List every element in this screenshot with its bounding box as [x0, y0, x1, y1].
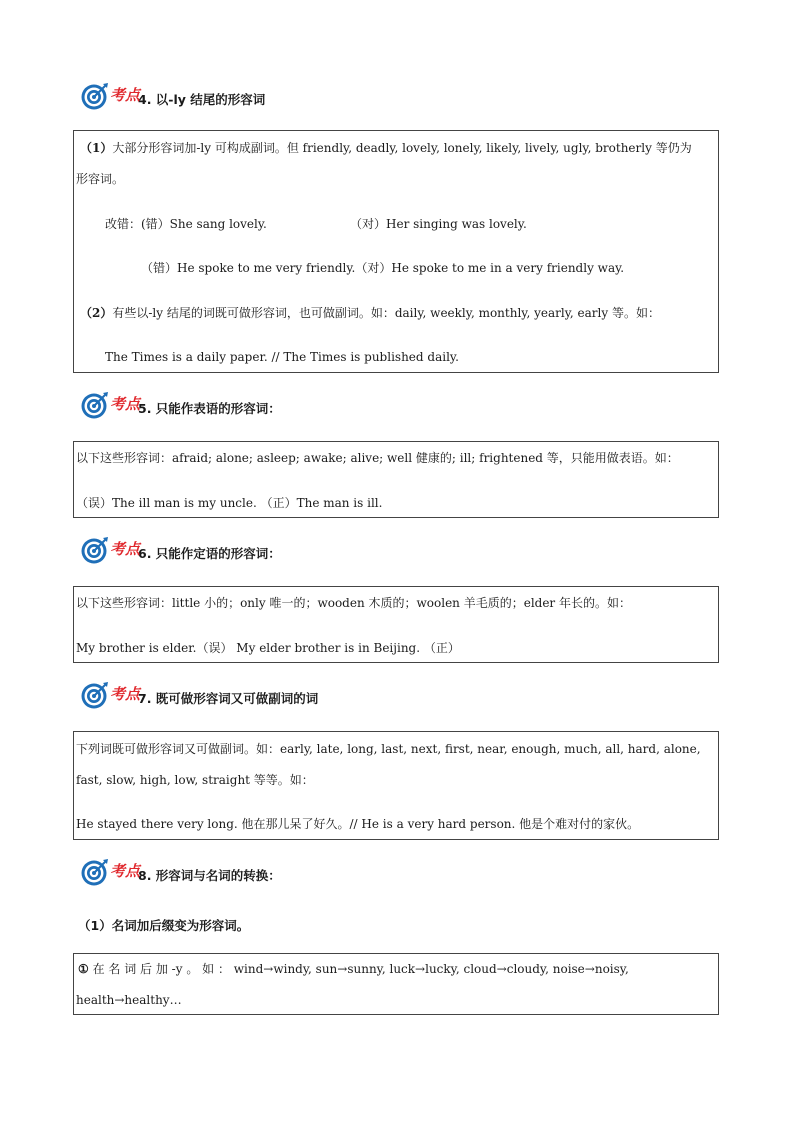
section-4-box: [73, 130, 719, 373]
section-title: 8. 形容词与名词的转换：: [138, 868, 281, 883]
kaodian-badge: [80, 536, 142, 566]
example-wrong: 改错：(错）She sang lovely.: [105, 217, 267, 231]
section-title: 4. 以-ly 结尾的形容词: [138, 92, 266, 107]
line-2: health→healthy…: [76, 993, 182, 1007]
badge-label: 考点: [110, 862, 141, 880]
line-1: 下列词既可做形容词又可做副词。如：early, late, long, last, next, first, near, enough, much, all, hard, alone,: [76, 742, 701, 756]
line-2: （误）The ill man is my uncle. （正）The man is ill.: [76, 496, 383, 510]
line-2: fast, slow, high, low, straight 等等。如：: [76, 773, 314, 787]
badge-label: 考点: [110, 86, 141, 104]
line-1: ① 在 名 词 后 加 -y 。 如 ： wind→windy, sun→sunny, luck→lucky, cloud→cloudy, noise→noisy,: [78, 962, 629, 976]
badge-label: 考点: [110, 685, 141, 703]
target-icon: [80, 391, 110, 421]
kaodian-badge: [80, 681, 142, 711]
target-icon: [80, 858, 110, 888]
example-2: （错）He spoke to me very friendly.（对）He spoke to me in a very friendly way.: [141, 261, 625, 275]
example-right: （对）Her singing was lovely.: [350, 217, 527, 231]
kaodian-badge: [80, 391, 142, 421]
line-2: My brother is elder.（误） My elder brother is in Beijing. （正）: [76, 641, 460, 655]
paragraph-1-line-2: 形容词。: [76, 172, 125, 186]
kaodian-badge: [80, 858, 142, 888]
section-5-box: [73, 441, 719, 518]
section-6-box: [73, 586, 719, 663]
paragraph-1-line-1: （1）大部分形容词加-ly 可构成副词。但 friendly, deadly, lovely, lonely, likely, lively, ugly, brotherly 等仍为: [80, 141, 692, 155]
line-3: He stayed there very long. 他在那儿呆了好久。// He is a very hard person. 他是个难对付的家伙。: [76, 817, 640, 831]
line-1: 以下这些形容词：little 小的；only 唯一的；wooden 木质的；woolen 羊毛质的；elder 年长的。如：: [76, 596, 631, 610]
section-title: 5. 只能作表语的形容词：: [138, 401, 281, 416]
paragraph-2: （2）有些以-ly 结尾的词既可做形容词，也可做副词。如：daily, weekly, monthly, yearly, early 等。如：: [80, 306, 660, 320]
section-7-heading: [80, 677, 318, 711]
line-1: 以下这些形容词：afraid; alone; asleep; awake; alive; well 健康的; ill; frightened 等，只能用做表语。如：: [76, 451, 679, 465]
kaodian-badge: [80, 82, 142, 112]
section-8-box: [73, 953, 719, 1015]
target-icon: [80, 681, 110, 711]
section-title: 6. 只能作定语的形容词：: [138, 546, 281, 561]
target-icon: [80, 82, 110, 112]
section-4-heading: [80, 78, 265, 112]
target-icon: [80, 536, 110, 566]
section-5-heading: [80, 387, 281, 421]
section-8-heading: [80, 854, 281, 888]
badge-label: 考点: [110, 540, 141, 558]
section-title: 7. 既可做形容词又可做副词的词: [138, 691, 319, 706]
badge-label: 考点: [110, 395, 141, 413]
section-7-box: [73, 731, 719, 840]
section-6-heading: [80, 532, 281, 566]
subheading: （1）名词加后缀变为形容词。: [78, 918, 250, 933]
example-3: The Times is a daily paper. // The Times is published daily.: [105, 350, 459, 364]
